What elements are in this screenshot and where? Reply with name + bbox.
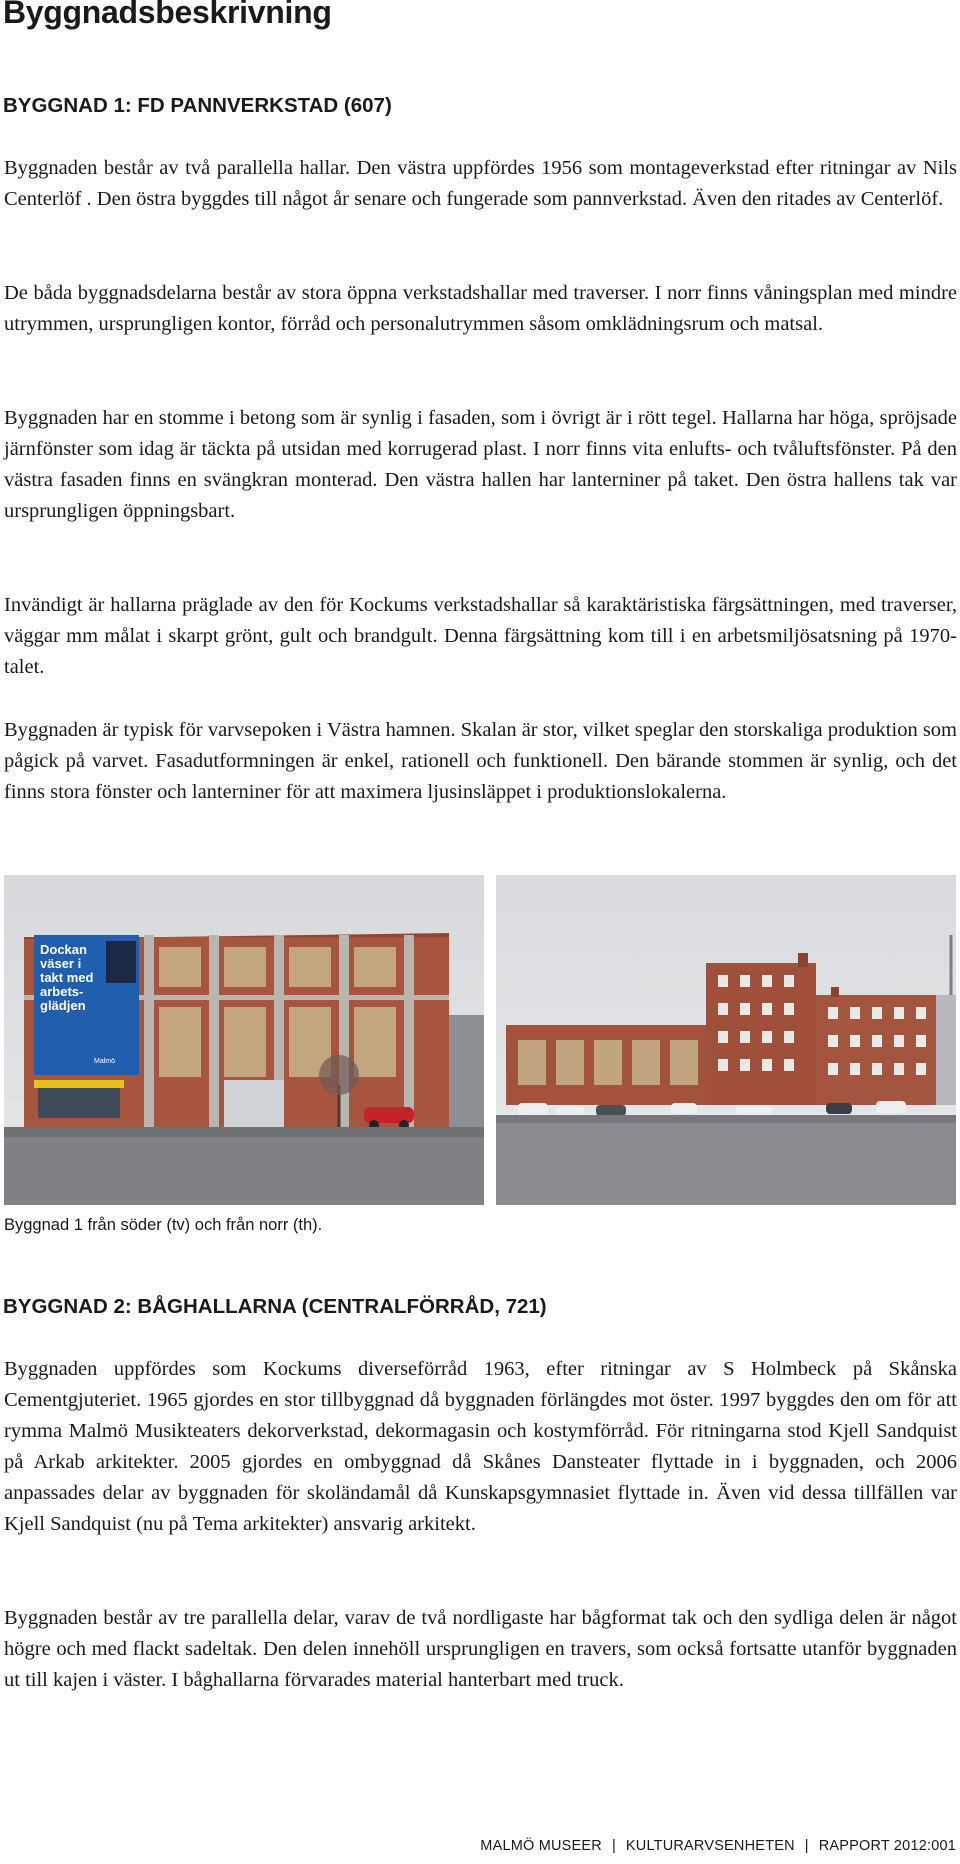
footer-report: RAPPORT 2012:001: [818, 1838, 956, 1854]
paragraph: Byggnaden består av två parallella hallar. Den västra uppfördes 1956 som montageverkstad efter ritningar av Nils Centerlöf . Den östra byggdes till något år senare och fungerade som pannverkstad. Även den ritades av Centerlöf.: [4, 157, 957, 210]
banner-text: Dockan väser i takt med arbets- glädjen: [40, 942, 94, 1013]
section-heading-building-2: BYGGNAD 2: BÅGHALLARNA (CENTRALFÖRRÅD, 721): [3, 1295, 547, 1318]
paragraph: Byggnaden uppfördes som Kockums diverseförråd 1963, efter ritningar av S Holmbeck på Skånska Cementgjuteriet. 1965 gjordes en stor tillbyggnad då byggnaden förlängdes mot öster. 1997 byggdes den om för att rymma Malmö Musikteaters dekorverkstad, dekormagasin och kostymförråd. För ritningarna stod Kjell Sandquist på Arkab arkitekter. 2005 gjordes en ombyggnad då Skånes Dansteater flyttade in i byggnaden, och 2006 anpassades delar av byggnaden för skoländamål då Kunskapsgymnasiet flyttade in. Även vid dessa tillfällen var Kjell Sandquist (nu på Tema arkitekter) ansvarig arkitekt.: [4, 1358, 957, 1535]
photo-building-1-north: [496, 875, 956, 1205]
page-title: Byggnadsbeskrivning: [3, 0, 332, 30]
page-footer: [480, 1838, 956, 1854]
paragraph: Invändigt är hallarna präglade av den för Kockums verkstadshallar så karaktäristiska färgsättningen, med traverser, väggar mm målat i skarpt grönt, gult och brandgult. Denna färgsättning kom till i en arbetsmiljösatsning på 1970-talet.: [4, 594, 957, 678]
paragraph: De båda byggnadsdelarna består av stora öppna verkstadshallar med traverser. I norr finns våningsplan med mindre utrymmen, ursprungligen kontor, förråd och personalutrymmen såsom omklädningsrum och matsal.: [4, 282, 957, 335]
section-heading-building-1: BYGGNAD 1: FD PANNVERKSTAD (607): [3, 94, 392, 117]
footer-department: KULTURARVSENHETEN: [625, 1838, 795, 1854]
footer-separator: |: [611, 1838, 616, 1854]
photo-building-1-south: [4, 875, 484, 1205]
figure-caption: Byggnad 1 från söder (tv) och från norr (th).: [4, 1216, 323, 1234]
footer-separator: |: [804, 1838, 809, 1854]
paragraph: Byggnaden är typisk för varvsepoken i Västra hamnen. Skalan är stor, vilket speglar den storskaliga produktion som pågick på varvet. Fasadutformningen är enkel, rationell och funktionell. Den bärande stommen är synlig, och det finns stora fönster och lanterniner för att maximera ljusinsläppet i produktionslokalerna.: [4, 719, 957, 803]
footer-museum: MALMÖ MUSEER: [480, 1838, 602, 1854]
paragraph: Byggnaden har en stomme i betong som är synlig i fasaden, som i övrigt är i rött tegel. Hallarna har höga, spröjsade järnfönster som idag är täckta på utsidan med korrugerad plast. I norr finns vita enlufts- och tvåluftsfönster. På den västra fasaden finns en svängkran monterad. Den västra hallen har lanterniner på taket. Den östra hallens tak var ursprungligen öppningsbart.: [4, 407, 957, 522]
paragraph: Byggnaden består av tre parallella delar, varav de två nordligaste har bågformat tak och den sydliga delen är något högre och med flackt sadeltak. Den delen innehöll ursprungligen en travers, som också fortsatte utanför byggnaden ut till kajen i väster. I båghallarna förvarades material hanterbart med truck.: [4, 1607, 957, 1691]
banner-logo: Malmö: [94, 1058, 116, 1065]
